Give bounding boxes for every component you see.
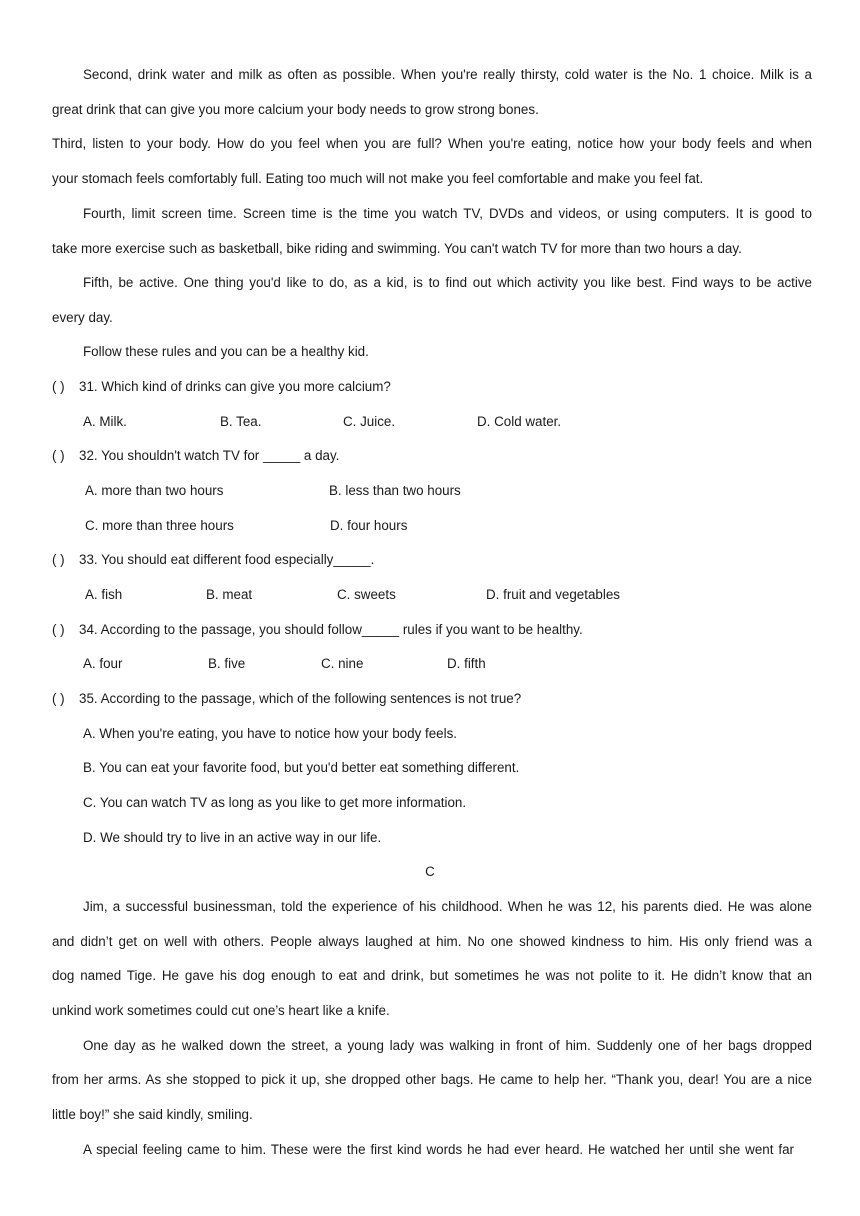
q32-option-d: D. four hours — [330, 518, 408, 533]
answer-blank-34: ( ) — [52, 622, 65, 637]
paragraph-fourth-line2: take more exercise such as basketball, bike riding and swimming. You can't watch TV for more than two hours a day. — [52, 241, 742, 256]
paragraph-third-line2: your stomach feels comfortably full. Eating too much will not make you feel comfortable and make you feel fat. — [52, 171, 704, 186]
answer-blank-35: ( ) — [52, 691, 65, 706]
q32-option-b: B. less than two hours — [329, 483, 461, 498]
q32-option-c: C. more than three hours — [85, 518, 234, 533]
q33-option-b: B. meat — [206, 587, 253, 602]
passage-c-para2-line3: little boy!” she said kindly, smiling. — [52, 1107, 253, 1122]
paragraph-second-line2: great drink that can give you more calcium your body needs to grow strong bones. — [52, 102, 539, 117]
passage-c-para1-line3: dog named Tige. He gave his dog enough to eat and drink, but sometimes he was not polite to it. He didn’t know that an — [52, 968, 812, 983]
paragraph-fifth-line1: Fifth, be active. One thing you'd like to do, as a kid, is to find out which activity you like best. Find ways to be active — [83, 275, 812, 290]
q33-option-a: A. fish — [85, 587, 123, 602]
q34-option-d: D. fifth — [447, 656, 486, 671]
q31-option-a: A. Milk. — [83, 414, 127, 429]
q31-option-b: B. Tea. — [220, 414, 262, 429]
paragraph-conclusion: Follow these rules and you can be a healthy kid. — [83, 344, 369, 359]
paragraph-third-line1: Third, listen to your body. How do you feel when you are full? When you're eating, notice how your body feels and when — [52, 136, 812, 151]
q33-option-d: D. fruit and vegetables — [486, 587, 620, 602]
passage-c-para2-line2: from her arms. As she stopped to pick it up, she dropped other bags. He came to help her. “Thank you, dear! You are a nice — [52, 1072, 812, 1087]
question-34: 34. According to the passage, you should follow_____ rules if you want to be healthy. — [79, 622, 583, 637]
q35-option-b: B. You can eat your favorite food, but you'd better eat something different. — [83, 760, 520, 775]
passage-c-para1-line2: and didn’t get on well with others. People always laughed at him. No one showed kindness to him. His only friend was a — [52, 934, 812, 949]
section-heading-c: C — [425, 864, 435, 879]
q31-option-c: C. Juice. — [343, 414, 396, 429]
answer-blank-33: ( ) — [52, 552, 65, 567]
q31-option-d: D. Cold water. — [477, 414, 562, 429]
q32-option-a: A. more than two hours — [85, 483, 224, 498]
q35-option-d: D. We should try to live in an active way in our life. — [83, 830, 382, 845]
question-32: 32. You shouldn't watch TV for _____ a day. — [79, 448, 340, 463]
answer-blank-31: ( ) — [52, 379, 65, 394]
q35-option-c: C. You can watch TV as long as you like to get more information. — [83, 795, 467, 810]
passage-c-para1-line4: unkind work sometimes could cut one’s heart like a knife. — [52, 1003, 390, 1018]
passage-c-para3-line1: A special feeling came to him. These were the first kind words he had ever heard. He watched her until she went far — [83, 1142, 794, 1157]
answer-blank-32: ( ) — [52, 448, 65, 463]
paragraph-second-line1: Second, drink water and milk as often as possible. When you're really thirsty, cold water is the No. 1 choice. Milk is a — [83, 67, 812, 82]
passage-c-para1-line1: Jim, a successful businessman, told the experience of his childhood. When he was 12, his parents died. He was alone — [83, 899, 812, 914]
q34-option-a: A. four — [83, 656, 123, 671]
q33-option-c: C. sweets — [337, 587, 396, 602]
passage-c-para2-line1: One day as he walked down the street, a young lady was walking in front of him. Suddenly one of her bags dropped — [83, 1038, 812, 1053]
question-35: 35. According to the passage, which of the following sentences is not true? — [79, 691, 522, 706]
q34-option-c: C. nine — [321, 656, 364, 671]
paragraph-fourth-line1: Fourth, limit screen time. Screen time is the time you watch TV, DVDs and videos, or using computers. It is good to — [83, 206, 812, 221]
question-33: 33. You should eat different food especially_____. — [79, 552, 375, 567]
question-31: 31. Which kind of drinks can give you more calcium? — [79, 379, 391, 394]
paragraph-fifth-line2: every day. — [52, 310, 113, 325]
q34-option-b: B. five — [208, 656, 246, 671]
q35-option-a: A. When you're eating, you have to notice how your body feels. — [83, 726, 457, 741]
